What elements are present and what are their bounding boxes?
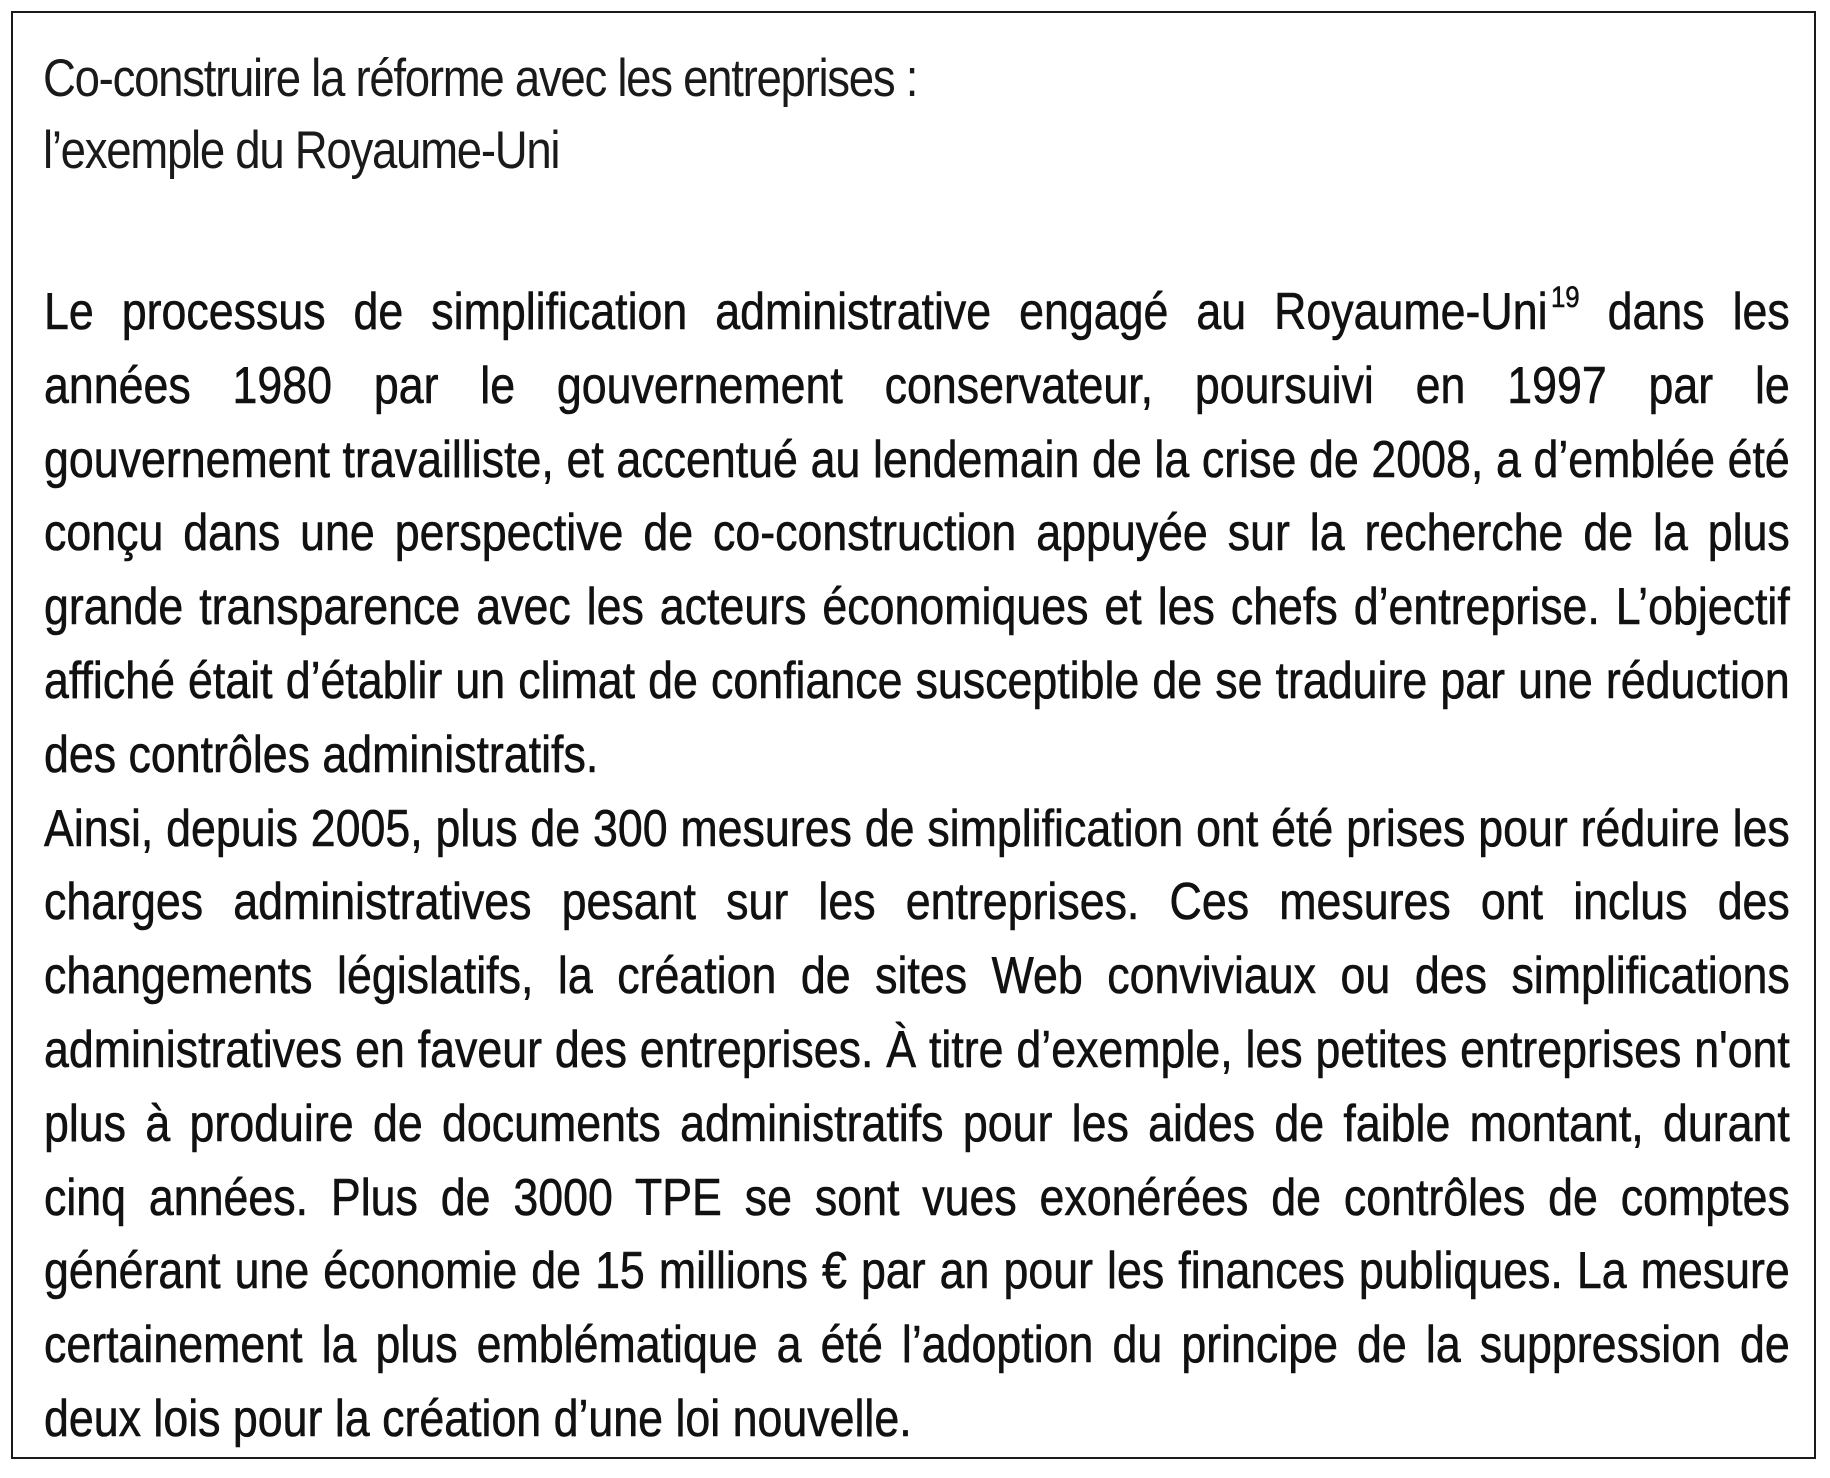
text-box xyxy=(11,11,1816,1459)
paragraph-1 xyxy=(44,276,1790,793)
box-title-line-1: Co-construire la réforme avec les entreprises : xyxy=(43,49,918,108)
box-title-line-2: l’exemple du Royaume-Uni xyxy=(43,121,560,180)
paragraph-1-rest: dans les années 1980 par le gouvernement conservateur, poursuivi en 1997 par le gouvernement travailliste, et accentué au lendemain de la crise de 2008, a d’emblée été conçu dans une perspective de co-construction appuyée sur la recherche de la plus grande transparence avec les acteurs économiques et les chefs d’entreprise. L’objectif affiché était d’établir un climat de confiance susceptible de se traduire par une réduction des contrôles administratifs. xyxy=(44,283,1790,784)
box-body xyxy=(44,276,1790,1457)
paragraph-2: Ainsi, depuis 2005, plus de 300 mesures de simplification ont été prises pour réduire les charges administratives pesant sur les entreprises. Ces mesures ont inclus des changements législatifs, la création de sites Web conviviaux ou des simplifications administratives en faveur des entreprises. À titre d’exemple, les petites entreprises n'ont plus à produire de documents administratifs pour les aides de faible montant, durant cinq années. Plus de 3000 TPE se sont vues exonérées de contrôles de comptes générant une économie de 15 millions € par an pour les finances publiques. La mesure certainement la plus emblématique a été l’adoption du principe de la suppression de deux lois pour la création d’une loi nouvelle. xyxy=(44,799,1790,1448)
paragraph-1-start: Le processus de simplification administrative engagé au Royaume-Uni xyxy=(44,283,1548,341)
footnote-reference: 19 xyxy=(1550,281,1580,314)
box-title xyxy=(43,43,917,187)
